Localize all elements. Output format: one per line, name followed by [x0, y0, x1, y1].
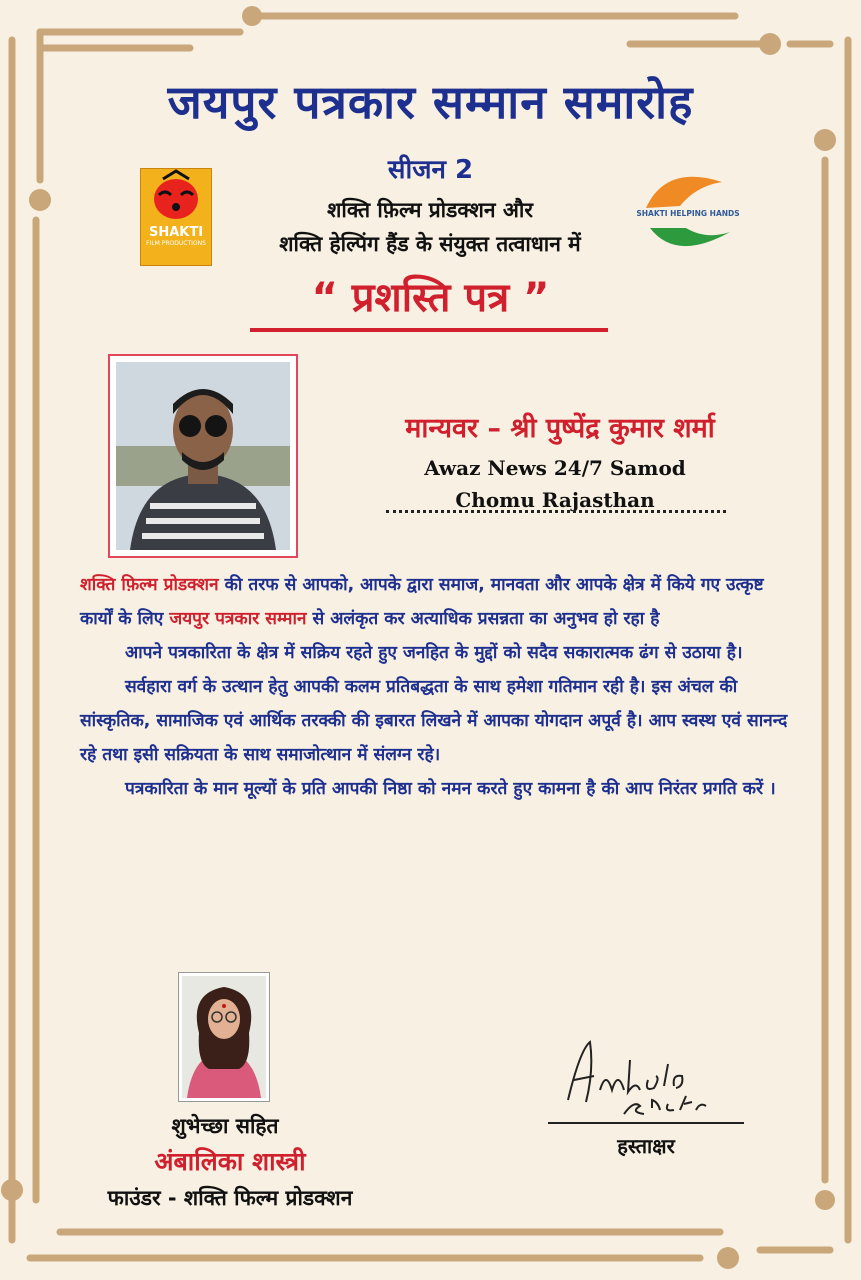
body-paragraph-2: आपने पत्रकारिता के क्षेत्र में सक्रिय रहते हुए जनहित के मुद्दों को सदैव सकारात्मक ढंग से उठाया है।	[125, 643, 743, 663]
body-paragraph-4: पत्रकारिता के मान मूल्यों के प्रति आपकी निष्ठा को नमन करते हुए कामना है की आप निरंतर प्रगति करें ।	[125, 779, 776, 799]
title-underline	[250, 328, 608, 332]
certificate-body	[80, 568, 792, 806]
signature-line	[548, 1122, 744, 1124]
founder-title: फाउंडर - शक्ति फिल्म प्रोडक्शन	[107, 1186, 353, 1210]
dotted-divider	[386, 510, 726, 513]
body-text: की तरफ से आपको, आपके द्वारा समाज, मानवता और आपके क्षेत्र में किये गए उत्कृष्ट कार्यों के लिए	[80, 575, 764, 629]
season-label: सीजन 2	[387, 155, 474, 185]
subtitle-line-2: शक्ति हेल्पिंग हैंड के संयुक्त तत्वाधान में	[279, 232, 581, 256]
logo-left-subtext: FILM PRODUCTIONS	[146, 240, 206, 247]
body-paragraph-1	[80, 568, 792, 636]
recipient-org-line-2: Chomu Rajasthan	[455, 488, 655, 512]
handwritten-signature	[560, 1030, 720, 1120]
logo-right-text: SHAKTI HELPING HANDS	[636, 209, 740, 218]
subtitle-line-1: शक्ति फ़िल्म प्रोडक्शन और	[327, 198, 533, 222]
recipient-photo	[108, 354, 298, 558]
recipient-org-line-1: Awaz News 24/7 Samod	[424, 456, 686, 480]
certificate-title: “ प्रशस्ति पत्र ”	[311, 275, 550, 321]
founder-name: अंबालिका शास्त्री	[154, 1147, 306, 1176]
body-paragraph-3: सर्वहारा वर्ग के उत्थान हेतु आपकी कलम प्रतिबद्धता के साथ हमेशा गतिमान रही है। इस अंचल की सांस्कृतिक, सामाजिक एवं आर्थिक तरक्की की इबारत लिखने में आपका योगदान अपूर्व है। आप स्वस्थ एवं सानन्द रहे तथा इसी सक्रियता के साथ समाजोत्थान में संलग्न रहे।	[80, 677, 788, 765]
signature-label: हस्ताक्षर	[617, 1134, 675, 1158]
logo-left-text: SHAKTI	[148, 225, 204, 240]
highlight-award: जयपुर पत्रकार सम्मान	[169, 609, 307, 629]
body-text: से अलंकृत कर अत्याधिक प्रसन्नता का अनुभव हो रहा है	[306, 609, 660, 629]
wishes-label: शुभेच्छा सहित	[171, 1114, 279, 1138]
recipient-name: मान्यवर – श्री पुष्पेंद्र कुमार शर्मा	[405, 413, 715, 444]
founder-photo	[178, 972, 270, 1102]
highlight-org: शक्ति फ़िल्म प्रोडक्शन	[80, 575, 219, 595]
page-title: जयपुर पत्रकार सम्मान समारोह	[167, 75, 694, 129]
